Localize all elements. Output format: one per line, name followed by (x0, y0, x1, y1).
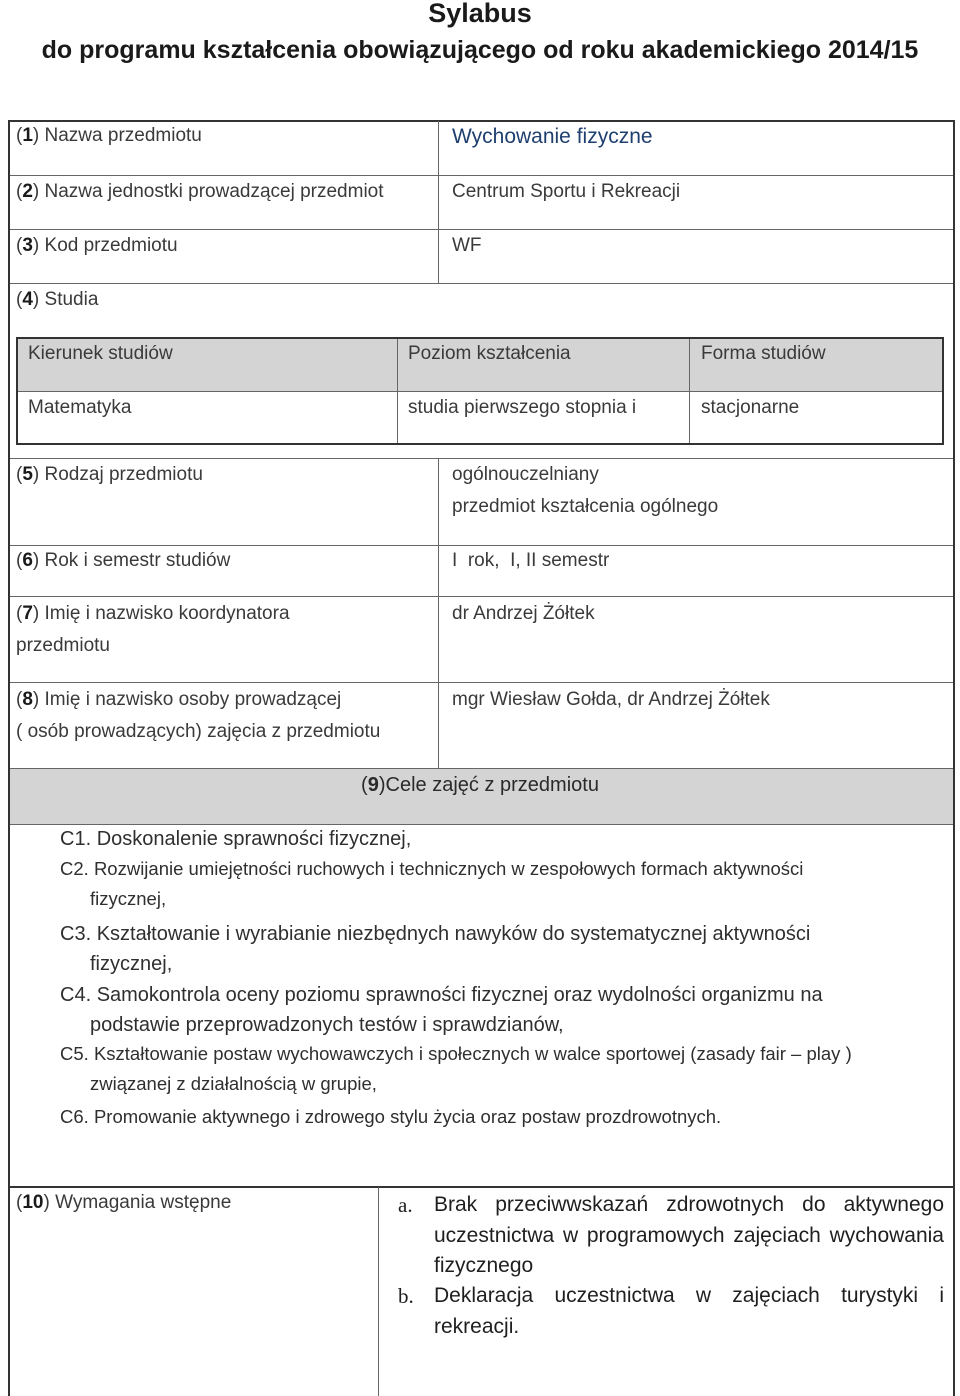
goal-item: C1. Doskonalenie sprawności fizycznej, (60, 828, 412, 850)
field-label-instructors-cont: ( osób prowadzących) zajęcia z przedmiotu (16, 721, 381, 742)
studies-cell-field: Matematyka (28, 397, 132, 418)
studies-header-level: Poziom kształcenia (408, 343, 571, 364)
field-label-coordinator-cont: przedmiotu (16, 635, 110, 656)
column-divider (689, 339, 690, 443)
row-divider (10, 283, 953, 284)
field-value-course-name: Wychowanie fizyczne (452, 125, 653, 148)
field-value-coordinator: dr Andrzej Żółtek (452, 603, 595, 624)
column-divider (378, 1187, 379, 1396)
goals-heading: (9)Cele zajęć z przedmiotu (361, 774, 599, 796)
field-value-year-semester: I rok, I, II semestr (452, 550, 610, 571)
goal-item: C4. Samokontrola oceny poziomu sprawności fizycznej oraz wydolności organizmu na podstawie przeprowadzonych testów i sprawdzianów, (60, 984, 823, 1036)
field-value-unit: Centrum Sportu i Rekreacji (452, 181, 681, 202)
row-divider (10, 596, 953, 597)
goal-item: C2. Rozwijanie umiejętności ruchowych i technicznych w zespołowych formach aktywności fizycznej, (60, 858, 804, 909)
field-label-course-name: (1) Nazwa przedmiotu (16, 125, 202, 146)
field-value-code: WF (452, 235, 482, 256)
requirement-item: a. Brak przeciwwskazań zdrowotnych do aktywnego uczestnictwa w programowych zajęciach wychowania fizycznego (398, 1193, 944, 1277)
requirement-item: b. Deklaracja uczestnictwa w zajęciach turystyki i rekreacji. (398, 1284, 944, 1338)
column-divider (438, 458, 439, 768)
field-label-studies: (4) Studia (16, 289, 99, 310)
goal-item: C3. Kształtowanie i wyrabianie niezbędnych nawyków do systematycznej aktywności (60, 923, 811, 945)
column-divider (438, 121, 439, 283)
field-value-course-type-line1: ogólnouczelniany (452, 464, 599, 485)
field-label-unit: (2) Nazwa jednostki prowadzącej przedmiot (16, 181, 384, 202)
goal-item: C6. Promowanie aktywnego i zdrowego stylu życia oraz postaw prozdrowotnych. (60, 1106, 722, 1127)
studies-header-form: Forma studiów (701, 343, 826, 364)
field-value-course-type-line2: przedmiot kształcenia ogólnego (452, 496, 719, 517)
document-title: Sylabus (428, 0, 532, 28)
column-divider (397, 339, 398, 443)
studies-header-field: Kierunek studiów (28, 343, 173, 364)
requirements-label: (10) Wymagania wstępne (16, 1192, 232, 1213)
field-value-instructors: mgr Wiesław Gołda, dr Andrzej Żółtek (452, 689, 770, 710)
goal-item: C5. Kształtowanie postaw wychowawczych i społecznych w walce sportowej (zasady fair – play ) związanej z działalnością w grupie, (60, 1043, 852, 1094)
document-subtitle: do programu kształcenia obowiązującego od roku akademickiego 2014/15 (41, 36, 919, 64)
field-label-code: (3) Kod przedmiotu (16, 235, 178, 256)
field-label-year-semester: (6) Rok i semestr studiów (16, 550, 231, 571)
studies-table (16, 337, 944, 445)
studies-cell-form: stacjonarne (701, 397, 800, 418)
studies-cell-level: studia pierwszego stopnia i (408, 397, 637, 418)
row-divider (10, 682, 953, 683)
field-label-instructors: (8) Imię i nazwisko osoby prowadzącej (16, 689, 342, 710)
field-label-course-type: (5) Rodzaj przedmiotu (16, 464, 203, 485)
goal-item-cont: fizycznej, (90, 953, 173, 975)
field-label-coordinator: (7) Imię i nazwisko koordynatora (16, 603, 290, 624)
